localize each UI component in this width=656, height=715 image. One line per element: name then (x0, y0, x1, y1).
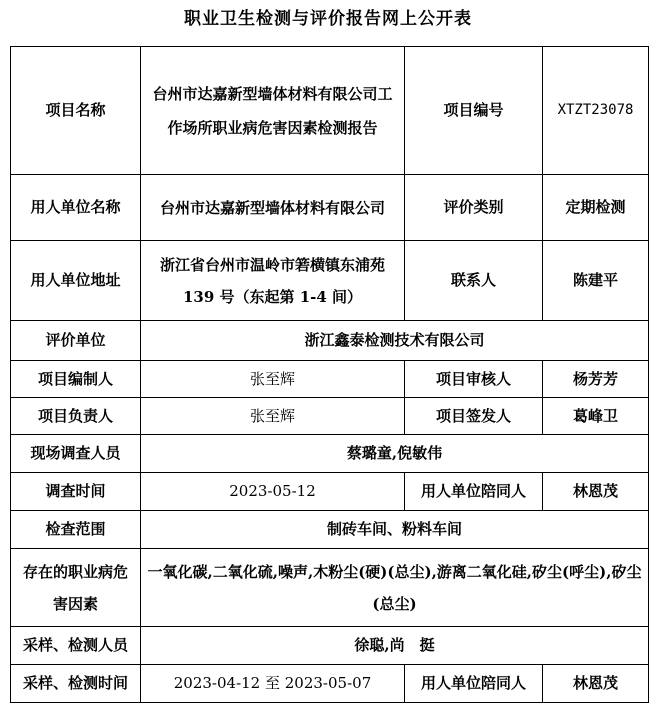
hazards-value: 一氧化碳,二氧化硫,噪声,木粉尘(硬)(总尘),游离二氧化硅,矽尘(呼尘),矽尘(总尘) (141, 549, 649, 627)
table-row (11, 549, 649, 627)
companion-label: 用人单位陪同人 (405, 665, 543, 703)
eval-type-label: 评价类别 (405, 175, 543, 241)
compiler-value: 张至辉 (141, 361, 405, 398)
table-row (11, 175, 649, 241)
companion-value: 林恩茂 (543, 665, 649, 703)
table-row (11, 473, 649, 511)
companion-value: 林恩茂 (543, 473, 649, 511)
employer-label: 用人单位名称 (11, 175, 141, 241)
survey-time-value: 2023-05-12 (141, 473, 405, 511)
compiler-label: 项目编制人 (11, 361, 141, 398)
page-title: 职业卫生检测与评价报告网上公开表 (184, 9, 472, 29)
samplers-label: 采样、检测人员 (11, 627, 141, 665)
table-row (11, 398, 649, 435)
disclosure-table (10, 46, 649, 703)
project-name-label: 项目名称 (11, 47, 141, 175)
investigators-label: 现场调查人员 (11, 435, 141, 473)
reviewer-label: 项目审核人 (405, 361, 543, 398)
sampling-time-value: 2023-04-12 至 2023-05-07 (141, 665, 405, 703)
companion-label: 用人单位陪同人 (405, 473, 543, 511)
samplers-value: 徐聪,尚 挺 (141, 627, 649, 665)
hazards-label: 存在的职业病危害因素 (11, 549, 141, 627)
contact-value: 陈建平 (543, 241, 649, 321)
contact-label: 联系人 (405, 241, 543, 321)
table-row (11, 47, 649, 175)
table-row (11, 241, 649, 321)
employer-value: 台州市达嘉新型墙体材料有限公司 (141, 175, 405, 241)
sampling-time-label: 采样、检测时间 (11, 665, 141, 703)
signer-value: 葛峰卫 (543, 398, 649, 435)
scope-label: 检查范围 (11, 511, 141, 549)
eval-unit-value: 浙江鑫泰检测技术有限公司 (141, 321, 649, 361)
reviewer-value: 杨芳芳 (543, 361, 649, 398)
leader-value: 张至辉 (141, 398, 405, 435)
table-row (11, 665, 649, 703)
address-value: 浙江省台州市温岭市箬横镇东浦苑 139 号（东起第 1-4 间） (141, 241, 405, 321)
table-row (11, 435, 649, 473)
project-name-value: 台州市达嘉新型墙体材料有限公司工作场所职业病危害因素检测报告 (141, 47, 405, 175)
table-row (11, 627, 649, 665)
survey-time-label: 调查时间 (11, 473, 141, 511)
eval-type-value: 定期检测 (543, 175, 649, 241)
address-label: 用人单位地址 (11, 241, 141, 321)
scope-value: 制砖车间、粉料车间 (141, 511, 649, 549)
project-no-label: 项目编号 (405, 47, 543, 175)
table-row (11, 321, 649, 361)
investigators-value: 蔡璐童,倪敏伟 (141, 435, 649, 473)
eval-unit-label: 评价单位 (11, 321, 141, 361)
table-row (11, 361, 649, 398)
leader-label: 项目负责人 (11, 398, 141, 435)
table-row (11, 511, 649, 549)
signer-label: 项目签发人 (405, 398, 543, 435)
project-no-value: XTZT23078 (543, 47, 649, 175)
